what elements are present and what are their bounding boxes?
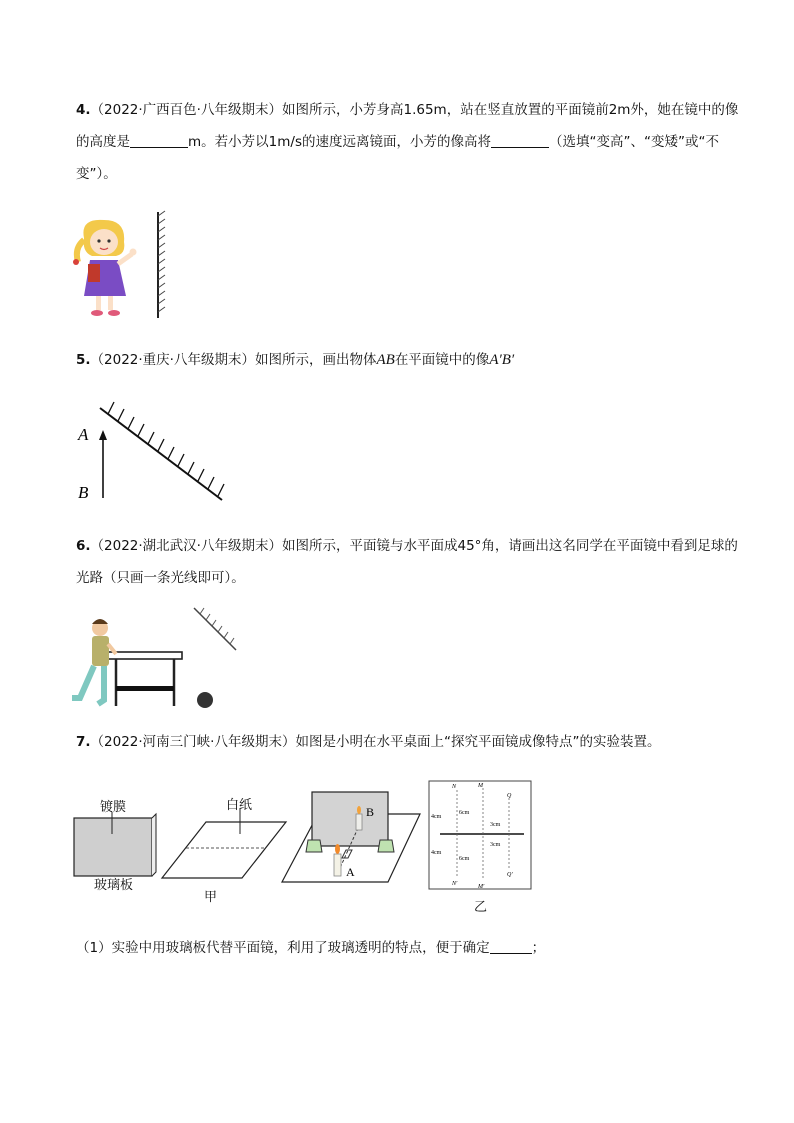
distance-label: 6cm bbox=[459, 856, 470, 862]
football-icon bbox=[197, 692, 213, 708]
label-paper: 白纸 bbox=[226, 798, 253, 813]
label-m-prime: M′ bbox=[478, 884, 485, 890]
question-text: 如图是小明在水平桌面上“探究平面镜成像特点”的实验装置。 bbox=[295, 734, 661, 750]
answer-blank[interactable] bbox=[491, 133, 549, 148]
image-label: A′B′ bbox=[489, 352, 515, 368]
question-text: 如图所示，平面镜与水平面成45°角，请画出这名同学在平面镜中看到足球的光路（只画一条光线即可）。 bbox=[76, 538, 738, 586]
label-b: B bbox=[366, 805, 375, 819]
question-text: 如图所示，小芳身高1.65m，站在竖直放置的平面镜前2m外，她在镜中的像的高度是 bbox=[76, 102, 739, 150]
question-number: 4. bbox=[76, 102, 91, 118]
label-yi: 乙 bbox=[474, 900, 488, 915]
label-a: A bbox=[78, 425, 89, 444]
question-text: （选填“变高”、“变矮”或“不变”）。 bbox=[76, 134, 719, 182]
table-top bbox=[108, 652, 182, 659]
question-number: 7. bbox=[76, 734, 91, 750]
white-paper bbox=[162, 822, 286, 878]
question-source: （2022·河南三门峡·八年级期末） bbox=[90, 734, 296, 750]
boy-icon bbox=[72, 619, 116, 704]
label-n-prime: N′ bbox=[452, 881, 458, 887]
apparatus-figure bbox=[280, 790, 422, 886]
question-text: 在平面镜中的像 bbox=[394, 352, 490, 368]
boy-table-mirror-figure bbox=[70, 600, 240, 712]
distance-label: 4cm bbox=[431, 814, 442, 820]
mirror-line bbox=[100, 408, 222, 500]
answer-blank[interactable] bbox=[130, 133, 188, 148]
candle-a-icon bbox=[334, 854, 341, 876]
glass-plate bbox=[74, 818, 152, 876]
label-m: M bbox=[478, 783, 483, 789]
answer-blank[interactable] bbox=[490, 939, 532, 954]
question-text: m。若小芳以1m/s的速度远离镜面，小芳的像高将 bbox=[188, 134, 491, 150]
object-label: AB bbox=[376, 352, 395, 368]
measurement-grid-figure bbox=[428, 780, 534, 892]
question-source: （2022·广西百色·八年级期末） bbox=[90, 102, 282, 118]
distance-label: 3cm bbox=[490, 822, 501, 828]
question-7-part-1 bbox=[76, 932, 746, 964]
label-a: A bbox=[346, 865, 355, 879]
label-q: Q bbox=[507, 793, 512, 799]
white-paper-figure bbox=[160, 808, 292, 884]
question-text: 如图所示，画出物体 bbox=[254, 352, 377, 368]
object-mirror-figure bbox=[72, 398, 232, 508]
question-4 bbox=[76, 94, 746, 190]
candle-b-icon bbox=[356, 814, 362, 830]
question-5 bbox=[76, 344, 746, 376]
label-b: B bbox=[78, 483, 89, 502]
glass-plate bbox=[312, 792, 388, 846]
distance-label: 6cm bbox=[459, 810, 470, 816]
question-text: （1）实验中用玻璃板代替平面镜，利用了玻璃透明的特点，便于确定 bbox=[76, 940, 490, 956]
distance-label: 4cm bbox=[431, 850, 442, 856]
label-n: N bbox=[452, 784, 457, 790]
label-q-prime: Q′ bbox=[507, 872, 513, 878]
label-coating: 镀膜 bbox=[100, 800, 127, 815]
question-source: （2022·重庆·八年级期末） bbox=[90, 352, 255, 368]
question-7 bbox=[76, 726, 746, 758]
distance-label: 3cm bbox=[490, 842, 501, 848]
question-number: 5. bbox=[76, 352, 91, 368]
question-text: ； bbox=[531, 940, 546, 956]
girl-icon bbox=[73, 220, 137, 316]
label-jia: 甲 bbox=[204, 890, 218, 905]
label-glass: 玻璃板 bbox=[94, 878, 134, 893]
question-number: 6. bbox=[76, 538, 91, 554]
question-source: （2022·湖北武汉·八年级期末） bbox=[90, 538, 282, 554]
question-6 bbox=[76, 530, 746, 594]
glass-plate-figure bbox=[72, 812, 158, 882]
girl-mirror-figure bbox=[70, 210, 180, 322]
arrow-head-icon bbox=[99, 430, 107, 440]
